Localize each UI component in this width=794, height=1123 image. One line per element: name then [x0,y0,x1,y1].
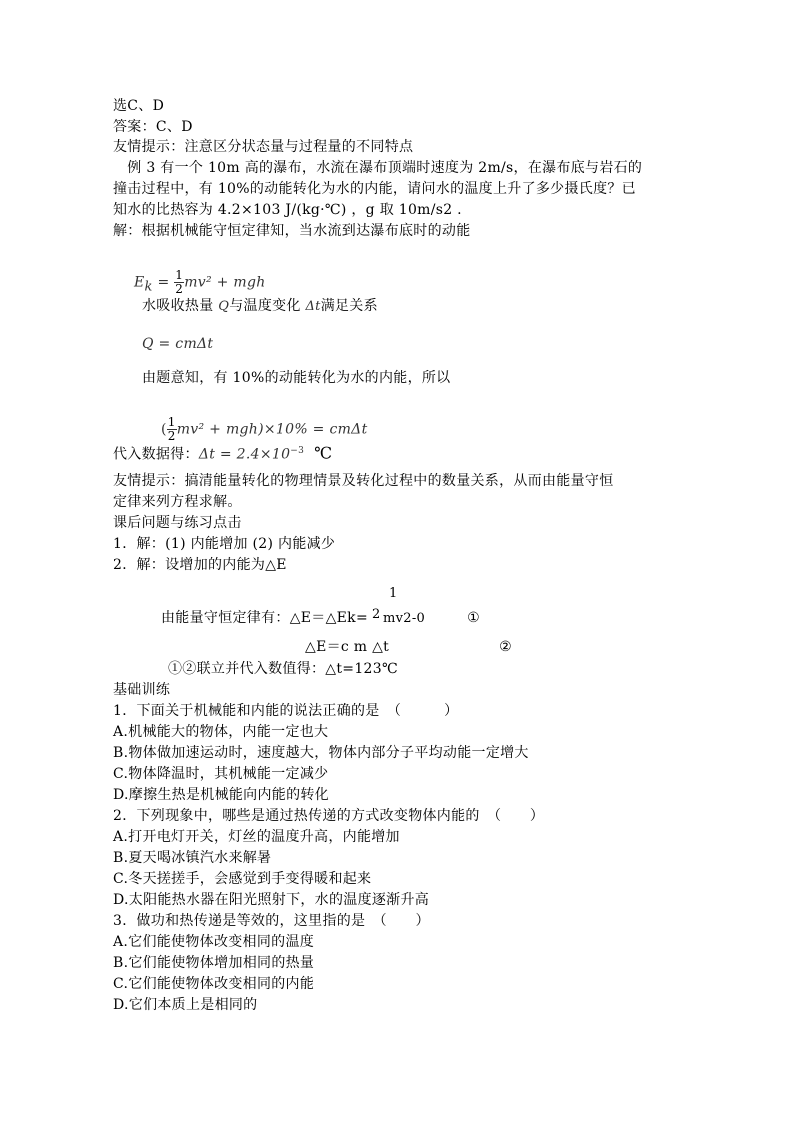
question-line: 2．下列现象中，哪些是通过热传递的方式改变物体内能的 （ ） [113,808,545,824]
option-line: B.它们能使物体增加相同的热量 [113,955,315,971]
text-line: 2．解：设增加的内能为△E [113,557,287,573]
option-line: B.物体做加速运动时，速度越大，物体内部分子平均动能一定增大 [113,745,529,761]
formula-q: Q = cmΔt [142,336,214,352]
section-title: 基础训练 [113,682,171,698]
option-line: D.摩擦生热是机械能向内能的转化 [113,787,329,803]
formula-ek: $E_k$ = $\frac{1}{2}$ mv² + mgh [134,268,266,296]
option-line: A.打开电灯开关，灯丝的温度升高，内能增加 [113,829,400,845]
fraction-half: $\frac{1}{2}$ [167,415,176,443]
tip-line: 定律来列方程求解。 [113,494,242,510]
formula-energy-balance: ( $\frac{1}{2}$ mv² + mgh)×10% = cmΔt [161,415,368,443]
text-line: 1．解：(1) 内能增加 (2) 内能减少 [113,536,336,552]
option-line: D.太阳能热水器在阳光照射下，水的温度逐渐升高 [113,892,430,908]
energy-eq-line: 由能量守恒定律有：△E＝△Ek= 2 mv2-0 ① [161,607,480,626]
option-line: C.它们能使物体改变相同的内能 [113,976,315,992]
example-line: 例 3 有一个 10m 高的瀑布，水流在瀑布顶端时速度为 2m/s，在瀑布底与岩石的 [113,160,643,176]
section-title: 课后问题与练习点击 [113,515,242,531]
tip-line: 友情提示：搞清能量转化的物理情景及转化过程中的数量关系，从而由能量守恒 [113,473,614,489]
answer-line: 答案：C、D [113,119,193,135]
result-line: ①②联立并代入数值得：△t=123℃ [168,661,398,677]
option-line: B.夏天喝冰镇汽水来解暑 [113,850,272,866]
solution-line: 解：根据机械能守恒定律知，当水流到达瀑布底时的动能 [113,223,471,239]
text-line: 选C、D [113,98,165,114]
fraction-half: $\frac{1}{2}$ [175,268,184,296]
option-line: C.冬天搓搓手，会感觉到手变得暖和起来 [113,871,372,887]
tip-line: 友情提示：注意区分状态量与过程量的不同特点 [113,139,414,155]
fraction-num: 1 [389,586,398,601]
heat-relation-line: 水吸收热量 Q与温度变化 Δt满足关系 [142,298,378,314]
result-line: 代入数据得：$\Delta t = 2.4\times 10^{-3}$ ℃ [113,443,333,463]
option-line: A.机械能大的物体，内能一定也大 [113,724,329,740]
option-line: C.物体降温时，其机械能一定减少 [113,766,329,782]
heat-eq-line: △E＝c m △t ② [305,639,512,655]
example-line: 知水的比热容为 4.2×103 J/(kg·℃) ，g 取 10m/s2 . [113,202,462,218]
question-line: 1．下面关于机械能和内能的说法正确的是 （ ） [113,703,459,719]
text-line: 由题意知，有 10%的动能转化为水的内能，所以 [142,370,451,386]
example-line: 撞击过程中，有 10%的动能转化为水的内能，请问水的温度上升了多少摄氏度？已 [113,181,636,197]
option-line: A.它们能使物体改变相同的温度 [113,934,315,950]
question-line: 3．做功和热传递是等效的，这里指的是 （ ） [113,913,430,929]
option-line: D.它们本质上是相同的 [113,997,258,1013]
